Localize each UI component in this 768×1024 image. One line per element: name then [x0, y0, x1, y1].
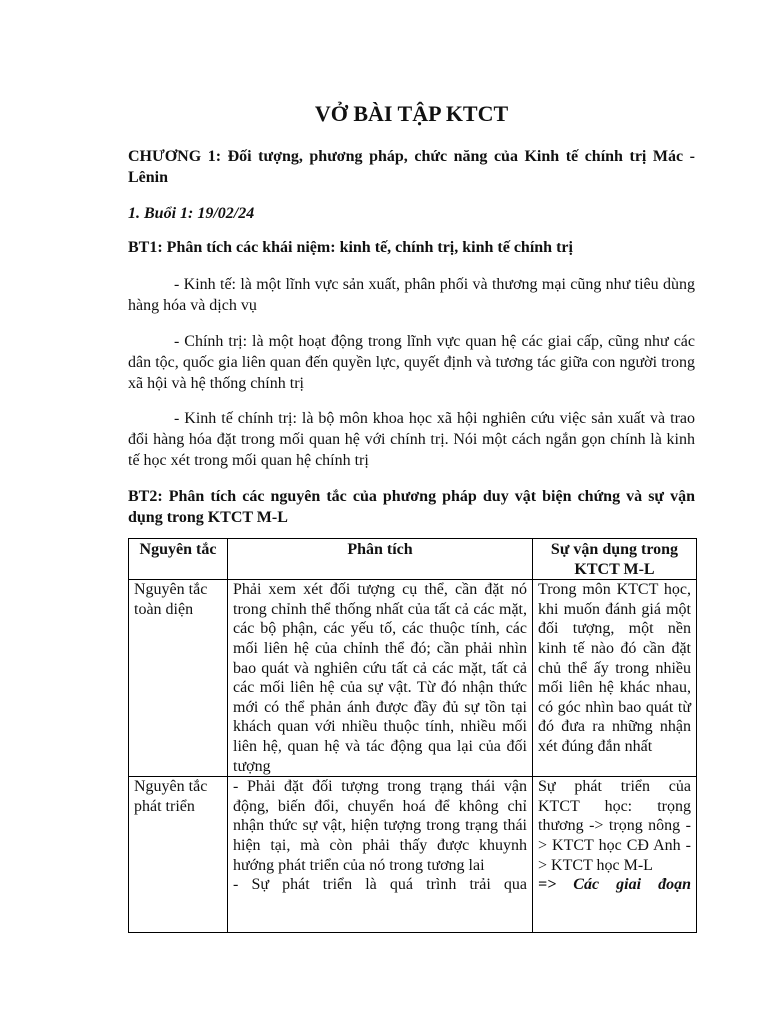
- document-title: VỞ BÀI TẬP KTCT: [314, 101, 509, 126]
- table-row: [129, 580, 697, 777]
- application-line: => Các giai đoạn: [538, 876, 691, 894]
- analysis-cell-content: [233, 777, 527, 932]
- column-header: Phân tích: [228, 539, 533, 580]
- application-cell: Trong môn KTCT học, khi muốn đánh giá một đối tượng, một nền kinh tế nào đó cần đặt chủ thể ấy trong nhiều mối liên hệ khác nhau, có góc nhìn bao quát từ đó đưa ra những nhận xét đúng đắn nhất: [533, 580, 697, 777]
- analysis-cell: [228, 777, 533, 933]
- principle-cell: Nguyên tắc phát triển: [129, 777, 228, 933]
- bt1-paragraph: - Chính trị: là một hoạt động trong lĩnh vực quan hệ các giai cấp, cũng như các dân tộc, quốc gia liên quan đến quyền lực, quyết định và tương tác giữa con người trong xã hội và hệ thống chính trị: [128, 333, 695, 392]
- table-header-row: [129, 539, 697, 580]
- application-cell: [533, 777, 697, 933]
- column-header: Nguyên tắc: [129, 539, 228, 580]
- application-cell-content: [538, 777, 691, 932]
- bt1-heading: BT1: Phân tích các khái niệm: kinh tế, chính trị, kinh tế chính trị: [128, 239, 573, 256]
- application-line: Sự phát triển của KTCT học: trọng thương -> trọng nông -> KTCT học CĐ Anh -> KTCT học M-L: [538, 778, 691, 874]
- principles-table: [128, 538, 697, 933]
- session-heading: 1. Buổi 1: 19/02/24: [128, 205, 255, 222]
- column-header: Sự vận dụng trong KTCT M-L: [533, 539, 697, 580]
- chapter-heading: CHƯƠNG 1: Đối tượng, phương pháp, chức năng của Kinh tế chính trị Mác - Lênin: [128, 148, 695, 186]
- analysis-line: - Sự phát triển là quá trình trải qua: [233, 876, 527, 894]
- principle-cell: Nguyên tắc toàn diện: [129, 580, 228, 777]
- bt2-heading: BT2: Phân tích các nguyên tắc của phương pháp duy vật biện chứng và sự vận dụng trong KTCT M-L: [128, 488, 695, 526]
- bt1-paragraph: - Kinh tế: là một lĩnh vực sản xuất, phân phối và thương mại cũng như tiêu dùng hàng hóa và dịch vụ: [128, 276, 695, 314]
- analysis-line: - Phải đặt đối tượng trong trạng thái vận động, biến đổi, chuyển hoá để không chỉ nhận thức sự vật, hiện tượng trong trạng thái hiện tại, mà còn phải thấy được khuynh hướng phát triển của nó trong tương lai: [233, 778, 527, 874]
- table-row: [129, 777, 697, 933]
- bt1-paragraph: - Kinh tế chính trị: là bộ môn khoa học xã hội nghiên cứu việc sản xuất và trao đổi hàng hóa đặt trong mối quan hệ với chính trị. Nói một cách ngắn gọn chính là kinh tế học xét trong mối quan hệ chính trị: [128, 410, 695, 469]
- analysis-cell: Phải xem xét đối tượng cụ thể, cần đặt nó trong chỉnh thể thống nhất của tất cả các mặt, các bộ phận, các yếu tố, các thuộc tính, các mối liên hệ của chỉnh thể đó; cần phải nhìn bao quát và nghiên cứu tất cả các mặt, tất cả các mối liên hệ của sự vật. Từ đó nhận thức mới có thể phản ánh được đầy đủ sự tồn tại khách quan với nhiều thuộc tính, nhiều mối liên hệ, quan hệ và tác động qua lại của đối tượng: [228, 580, 533, 777]
